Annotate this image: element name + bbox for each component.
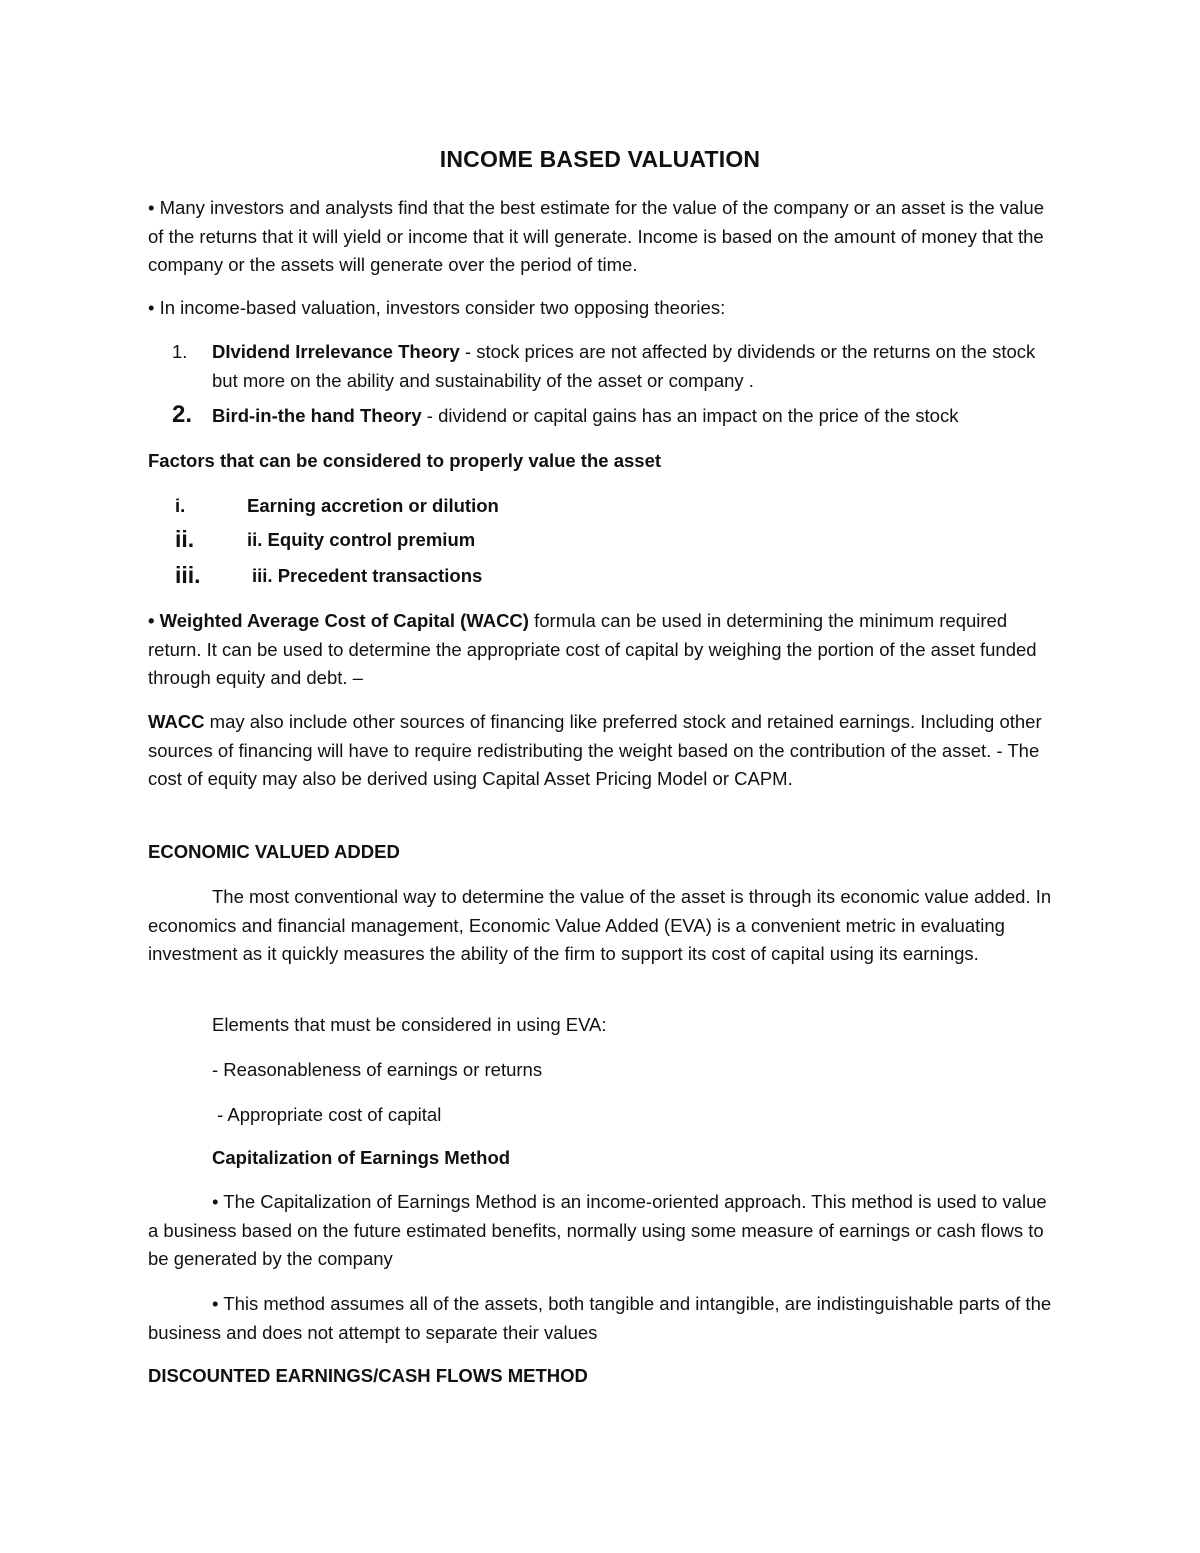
eva-heading: ECONOMIC VALUED ADDED xyxy=(148,841,400,862)
theory-1-desc: - stock prices are not affected by dividends or the returns on the stock but more on the ability and sustainability of the asset or company . xyxy=(212,341,1036,391)
theory-2-marker: 2. xyxy=(172,401,193,428)
factor-1-text: Earning accretion or dilution xyxy=(247,495,499,516)
wacc-text: formula can be used in determining the minimum required return. It can be used to determine the appropriate cost of capital by weighing the portion of the asset funded through equity and debt. – xyxy=(148,610,1037,688)
theory-1-item xyxy=(212,338,1060,395)
theory-1-marker: 1. xyxy=(172,341,188,362)
cap-heading: Capitalization of Earnings Method xyxy=(212,1147,511,1168)
wacc2-paragraph xyxy=(148,708,1060,794)
intro-bullet-paragraph: • Many investors and analysts find that the best estimate for the value of the company or an asset is the value of the returns that it will yield or income that it will generate. Income is based on the amount of money that the company or the assets will generate over the period of time. xyxy=(148,197,1044,275)
eva-element-1: - Reasonableness of earnings or returns xyxy=(212,1059,543,1080)
factor-3-text: iii. Precedent transactions xyxy=(252,565,483,586)
dcf-heading: DISCOUNTED EARNINGS/CASH FLOWS METHOD xyxy=(148,1365,588,1386)
theory-1-name: DIvidend Irrelevance Theory xyxy=(212,341,460,362)
eva-element-2: - Appropriate cost of capital xyxy=(212,1104,442,1125)
wacc-paragraph xyxy=(148,607,1060,693)
eva-paragraph: The most conventional way to determine the value of the asset is through its economic value added. In economics and financial management, Economic Value Added (EVA) is a convenient metric in evaluating investment as it quickly measures the ability of the firm to support its cost of capital using its earnings. xyxy=(148,886,1052,964)
factor-2-text: ii. Equity control premium xyxy=(247,529,476,550)
factor-1-marker: i. xyxy=(175,495,186,516)
factor-3-marker: iii. xyxy=(175,562,201,588)
wacc-lead: • Weighted Average Cost of Capital (WACC) xyxy=(148,610,529,631)
document-title: INCOME BASED VALUATION xyxy=(439,146,761,172)
theories-intro-bullet: • In income-based valuation, investors consider two opposing theories: xyxy=(148,297,726,318)
theory-2-desc: - dividend or capital gains has an impact on the price of the stock xyxy=(421,405,959,426)
cap-bullet-1: • The Capitalization of Earnings Method is an income-oriented approach. This method is used to value a business based on the future estimated benefits, normally using some measure of earnings or cash flows to be generated by the company xyxy=(148,1191,1047,1269)
wacc2-lead: WACC xyxy=(148,711,205,732)
factor-2-marker: ii. xyxy=(175,526,195,552)
cap-bullet-2: • This method assumes all of the assets, both tangible and intangible, are indistinguishable parts of the business and does not attempt to separate their values xyxy=(148,1293,1052,1343)
theory-2-name: Bird-in-the hand Theory xyxy=(212,405,422,426)
wacc2-text: may also include other sources of financing like preferred stock and retained earnings. Including other sources of financing will have to require redistributing the weight based on the contribution of the asset. - The cost of equity may also be derived using Capital Asset Pricing Model or CAPM. xyxy=(148,711,1042,789)
theory-2-item xyxy=(212,402,1060,431)
eva-elements-intro: Elements that must be considered in using EVA: xyxy=(212,1014,607,1035)
factors-heading: Factors that can be considered to properly value the asset xyxy=(148,450,662,471)
